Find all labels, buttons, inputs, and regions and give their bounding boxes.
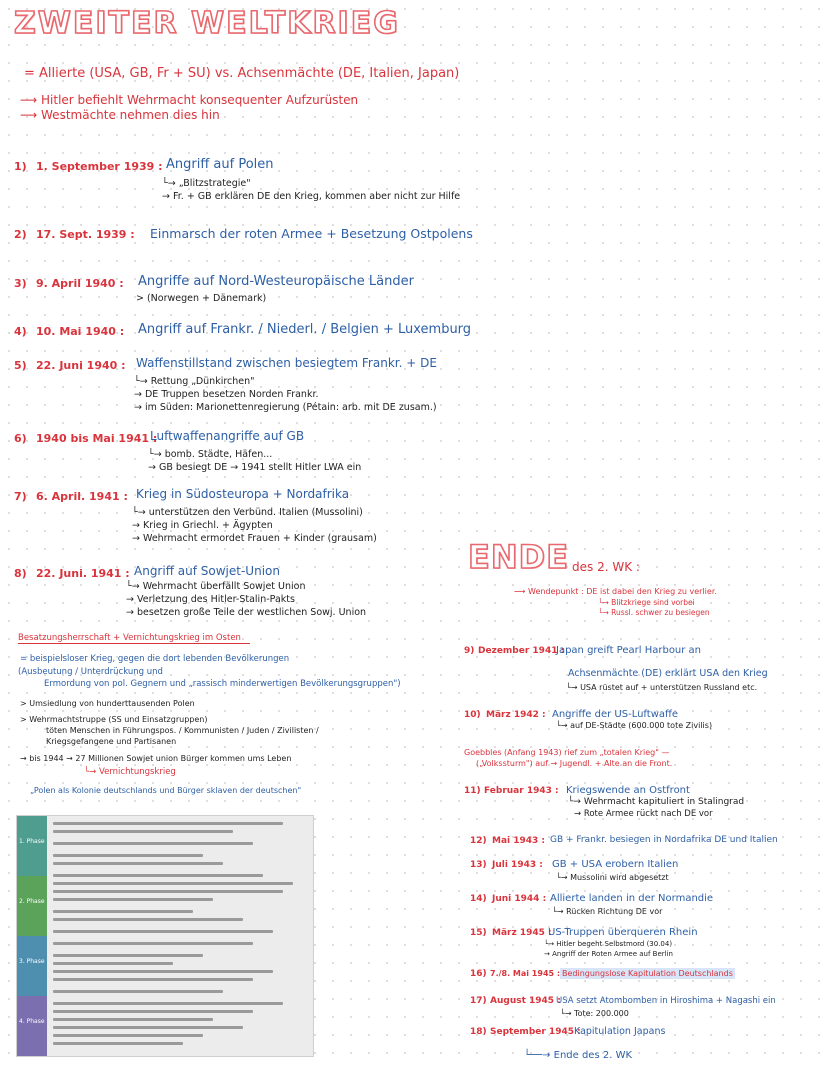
besatzung-definition-2: (Ausbeutung / Unterdrückung und [18,667,163,677]
event-number: 6) [14,432,27,445]
ende-title: ENDE [468,538,570,576]
event-topic: Kapitulation Japans [574,1026,666,1037]
event-date: 6. April. 1941 : [36,490,128,503]
event-date: Februar 1943 : [484,786,559,796]
besatzung-bullet: → bis 1944 → 27 Millionen Sowjet union Bürger kommen ums Leben [20,754,292,763]
event-date: März 1942 : [486,710,546,720]
phase-label: 2. Phase [19,898,45,905]
phase-band [17,876,47,936]
event-date: Juli 1943 : [492,860,543,870]
event-detail: └→ Wehrmacht kapituliert in Stalingrad [568,797,745,807]
event-topic: US-Truppen überqueren Rhein [548,927,698,938]
besatzung-bullet: > Umsiedlung von hunderttausenden Polen [20,699,195,708]
besatzung-heading: Besatzungsherrschaft + Vernichtungskrieg im Osten [18,633,250,644]
event-number: 10) [464,710,481,720]
event-date: Juni 1944 : [492,894,547,904]
event-detail: └→ auf DE-Städte (600.000 tote Zivilis) [556,721,713,730]
event-number: 16) [470,969,487,979]
event-number: 15) [470,928,487,938]
event-number: 17) [470,996,487,1006]
event-detail: → GB besiegt DE → 1941 stellt Hitler LWA ein [148,462,362,473]
event-topic: Krieg in Südosteuropa + Nordafrika [136,487,350,501]
besatzung-bullet: töten Menschen in Führungspos. / Kommunisten / Juden / Zivilisten / [46,726,319,735]
event-detail: → Krieg in Griechl. + Ägypten [132,520,273,531]
event-detail: └→ USA rüstet auf + unterstützen Russland etc. [566,683,758,692]
event-detail: → Angriff der Roten Armee auf Berlin [544,950,673,958]
goebbels-line: Goebbles (Anfang 1943) rief zum „totalen Krieg" — [464,748,670,757]
event-details [160,177,460,203]
event-topic: Bedingungslose Kapitulation Deutschlands [562,969,733,978]
summary-thumbnail-image [16,815,314,1057]
event-date: 10. Mai 1940 : [36,325,125,338]
event-topic: Angriff auf Sowjet-Union [134,564,280,578]
event-detail: └→ Wehrmacht überfällt Sowjet Union [126,581,306,592]
event-topic: Einmarsch der roten Armee + Besetzung Ostpolens [150,226,473,241]
event-detail: → besetzen große Teile der westlichen Sowj. Union [126,607,367,618]
event-detail: └→ bomb. Städte, Häfen... [148,449,273,460]
intro-parties: = Allierte (USA, GB, Fr + SU) vs. Achsenmächte (DE, Italien, Japan) [24,66,460,81]
besatzung-bullet: > Wehrmachtstruppe (SS und Einsatzgruppen) [20,715,208,724]
event-topic: GB + USA erobern Italien [552,859,679,870]
event-topic: Luftwaffenangriffe auf GB [150,429,305,443]
wendepunkt-detail: └→ Blitzkriege sind vorbei [598,598,695,607]
event-date: 1940 bis Mai 1941 : [36,432,158,445]
event-detail: └→ unterstützen den Verbünd. Italien (Mussolini) [132,507,363,518]
phase-band [17,936,47,996]
event-topic: Japan greift Pearl Harbour an [556,645,702,656]
event-date: September 1945 : [490,1027,581,1037]
event-number: 7) [14,490,27,503]
event-topic: Angriffe auf Nord-Westeuropäische Länder [138,274,414,289]
event-details [126,580,366,619]
phase-label: 1. Phase [19,838,45,845]
phase-label: 4. Phase [19,1018,45,1025]
event-number: 14) [470,894,487,904]
phase-label: 3. Phase [19,958,45,965]
event-topic: Allierte landen in der Normandie [550,893,714,904]
event-date: 9. April 1940 : [36,277,124,290]
event-topic: Waffenstillstand zwischen besiegtem Frankr. + DE [136,356,437,370]
phase-band [17,816,47,876]
event-topic: Angriff auf Polen [166,157,274,172]
goebbels-detail: („Volkssturm") auf → Jugendl. + Alte an die Front. [476,759,673,768]
event-number: 9) [464,646,475,656]
event-details [132,506,377,545]
event-detail: └→ Rücken Richtung DE vor [552,907,663,916]
event-detail: └→ Rettung „Dünkirchen" [134,376,255,387]
event-topic: USA setzt Atombomben in Hiroshima + Nagashi ein [556,996,776,1006]
event-topic: Angriffe der US-Luftwaffe [552,709,679,720]
besatzung-vernichtungskrieg: └→ Vernichtungskrieg [84,767,176,777]
event-topic: Kriegswende an Ostfront [566,785,690,796]
event-number: 13) [470,860,487,870]
event-topic: Angriff auf Frankr. / Niederl. / Belgien + Luxemburg [138,322,472,337]
final-ende: └──→ Ende des 2. WK [524,1050,633,1061]
event-date: 7./8. Mai 1945 : [490,969,561,978]
event-number: 4) [14,325,27,338]
event-number: 11) [464,786,481,796]
event-date: 17. Sept. 1939 : [36,228,135,241]
event-date: Dezember 1941 : [478,646,565,656]
event-date: 22. Juni 1940 : [36,359,126,372]
event-detail: └→ Mussolini wird abgesetzt [556,873,669,882]
event-detail: → Fr. + GB erklären DE den Krieg, kommen aber nicht zur Hilfe [162,191,461,202]
event-detail: → im Süden: Marionettenregierung (Pétain: arb. mit DE zusam.) [134,402,437,413]
event-number: 1) [14,160,27,173]
event-details [136,292,266,305]
event-detail: └→ „Blitzstrategie" [162,178,251,189]
event-number: 12) [470,836,487,846]
event-details [134,375,437,414]
page-title: ZWEITER WELTKRIEG [14,6,400,41]
intro-line-1: ⟶ Hitler befiehlt Wehrmacht konsequenter Aufzurüsten [20,93,359,107]
event-date: 1. September 1939 : [36,160,163,173]
phase-band [17,996,47,1056]
besatzung-bullet: Kriegsgefangene und Partisanen [46,737,177,746]
event-detail: └→ Tote: 200.000 [560,1009,629,1018]
event-number: 5) [14,359,27,372]
wendepunkt: ⟶ Wendepunkt : DE ist dabei den Krieg zu verlier. [514,587,717,596]
event-date: Mai 1943 : [492,836,546,846]
ende-subtitle: des 2. WK : [572,560,640,574]
event-topic: GB + Frankr. besiegen in Nordafrika DE und Italien [550,835,778,845]
event-detail: Achsenmächte (DE) erklärt USA den Krieg [568,668,768,679]
event-detail: → Verletzung des Hitler-Stalin-Pakts [126,594,295,605]
event-number: 2) [14,228,27,241]
event-date: August 1945 : [490,996,561,1006]
event-detail: → Rote Armee rückt nach DE vor [574,809,713,819]
event-date: 22. Juni. 1941 : [36,567,130,580]
event-date: März 1945 : [492,928,552,938]
event-details [148,448,361,474]
event-detail: → DE Truppen besetzen Norden Frankr. [134,389,319,400]
event-number: 18) [470,1027,487,1037]
intro-line-2: ⟶ Westmächte nehmen dies hin [20,108,220,122]
event-detail: → Wehrmacht ermordet Frauen + Kinder (grausam) [132,533,377,544]
wendepunkt-detail: └→ Russl. schwer zu besiegen [598,608,710,617]
event-detail: └→ Hitler begeht Selbstmord (30.04) [544,940,673,948]
event-number: 8) [14,567,27,580]
event-number: 3) [14,277,27,290]
besatzung-quote: „Polen als Kolonie deutschlands und Bürger sklaven der deutschen" [30,786,302,795]
event-detail: > (Norwegen + Dänemark) [136,293,267,304]
besatzung-definition: = beispielsloser Krieg, gegen die dort lebenden Bevölkerungen [20,654,290,664]
besatzung-definition-3: Ermordung von pol. Gegnern und „rassisch minderwertigen Bevölkerungsgruppen") [44,679,401,689]
